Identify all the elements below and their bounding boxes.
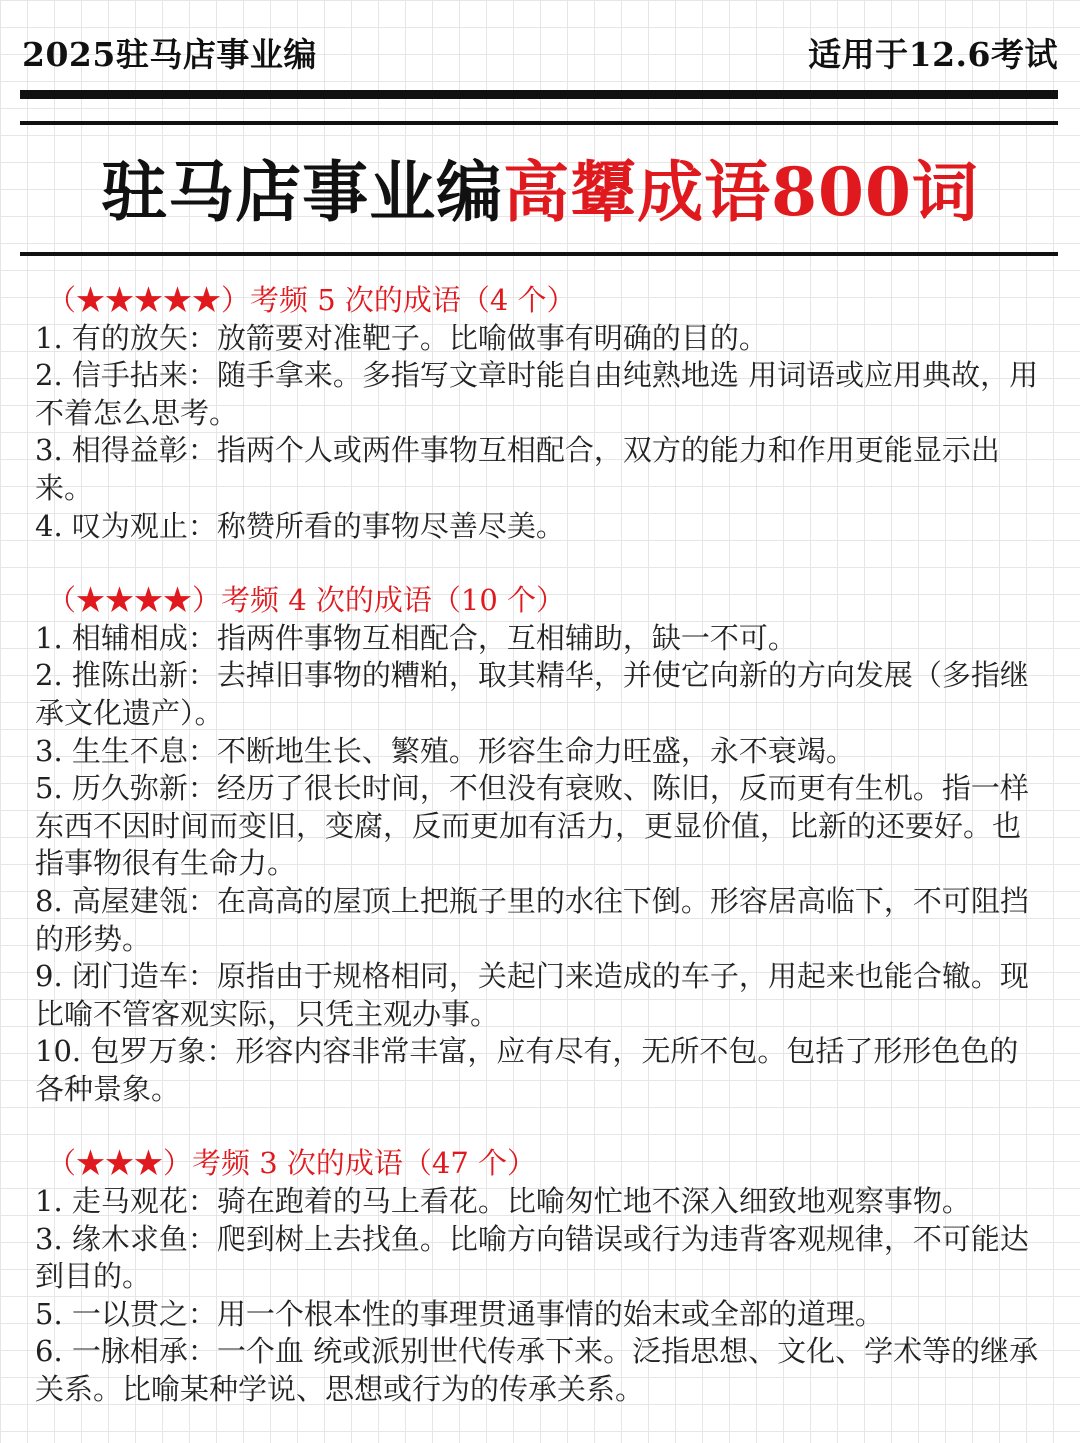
top-bar: [22, 26, 1058, 78]
list-item: 1. 有的放矢：放箭要对准靶子。比喻做事有明确的目的。: [35, 320, 768, 355]
list-item: 1. 走马观花：骑在跑着的马上看花。比喻匆忙地不深入细致地观察事物。: [35, 1184, 971, 1219]
list-item: 9. 闭门造车：原指由于规格相同，关起门来造成的车子，用起来也能合辙。现比喻不管客观实际，只凭主观办事。: [35, 959, 1029, 1031]
title-black-part: 驻马店事业编: [101, 153, 504, 231]
idiom-list: [35, 282, 1040, 1409]
title-red-part: 高顰成语800词: [503, 153, 979, 231]
thin-divider-bottom: [20, 252, 1058, 256]
thick-divider: [20, 90, 1058, 99]
section-gap: [35, 1108, 1040, 1145]
list-item: 10. 包罗万象：形容内容非常丰富，应有尽有，无所不包。包括了形形色色的各种景象。: [35, 1034, 1019, 1106]
section-heading-4: （★★★★）考频 4 次的成语（10 个）: [47, 583, 566, 618]
section-heading-5: （★★★★★）考频 5 次的成语（4 个）: [47, 283, 576, 317]
header-left-label: 2025驻马店事业编: [22, 34, 317, 74]
list-item: 5. 一以贯之：用一个根本性的事理贯通事情的始末或全部的道理。: [35, 1296, 884, 1331]
page-title: [0, 142, 1080, 242]
section-heading-3: （★★★）考频 3 次的成语（47 个）: [47, 1146, 537, 1181]
list-item: 8. 高屋建瓴：在高高的屋顶上把瓶子里的水往下倒。形容居高临下，不可阻挡的形势。: [35, 883, 1029, 956]
list-item: 6. 一脉相承：一个血 统或派别世代传承下来。泛指思想、文化、学术等的继承关系。比喻某种学说、思想或行为的传承关系。: [35, 1334, 1039, 1407]
list-item: 3. 缘木求鱼：爬到树上去找鱼。比喻方向错误或行为违背客观规律，不可能达到目的。: [35, 1221, 1029, 1294]
header-right-label: 适用于12.6考试: [808, 34, 1058, 74]
thin-divider-top: [20, 121, 1058, 125]
list-item: 3. 相得益彰：指两个人或两件事物互相配合，双方的能力和作用更能显示出来。: [35, 433, 1000, 505]
list-item: 5. 历久弥新：经历了很长时间，不但没有衰败、陈旧，反而更有生机。指一样东西不因时间而变旧，变腐，反而更加有活力，更显价值，比新的还要好。也指事物很有生命力。: [35, 771, 1029, 881]
list-item: 2. 推陈出新：去掉旧事物的糟粕，取其精华，并使它向新的方向发展（多指继承文化遗产）。: [35, 658, 1029, 730]
list-item: 2. 信手拈来：随手拿来。多指写文章时能自由纯熟地选 用词语或应用典故，用不着怎么思考。: [35, 358, 1039, 430]
list-item: 1. 相辅相成：指两件事物互相配合，互相辅助，缺一不可。: [35, 620, 797, 655]
list-item: 4. 叹为观止：称赞所看的事物尽善尽美。: [35, 508, 565, 543]
list-item: 3. 生生不息：不断地生长、繁殖。形容生命力旺盛，永不衰竭。: [35, 733, 855, 768]
section-gap: [35, 545, 1040, 582]
